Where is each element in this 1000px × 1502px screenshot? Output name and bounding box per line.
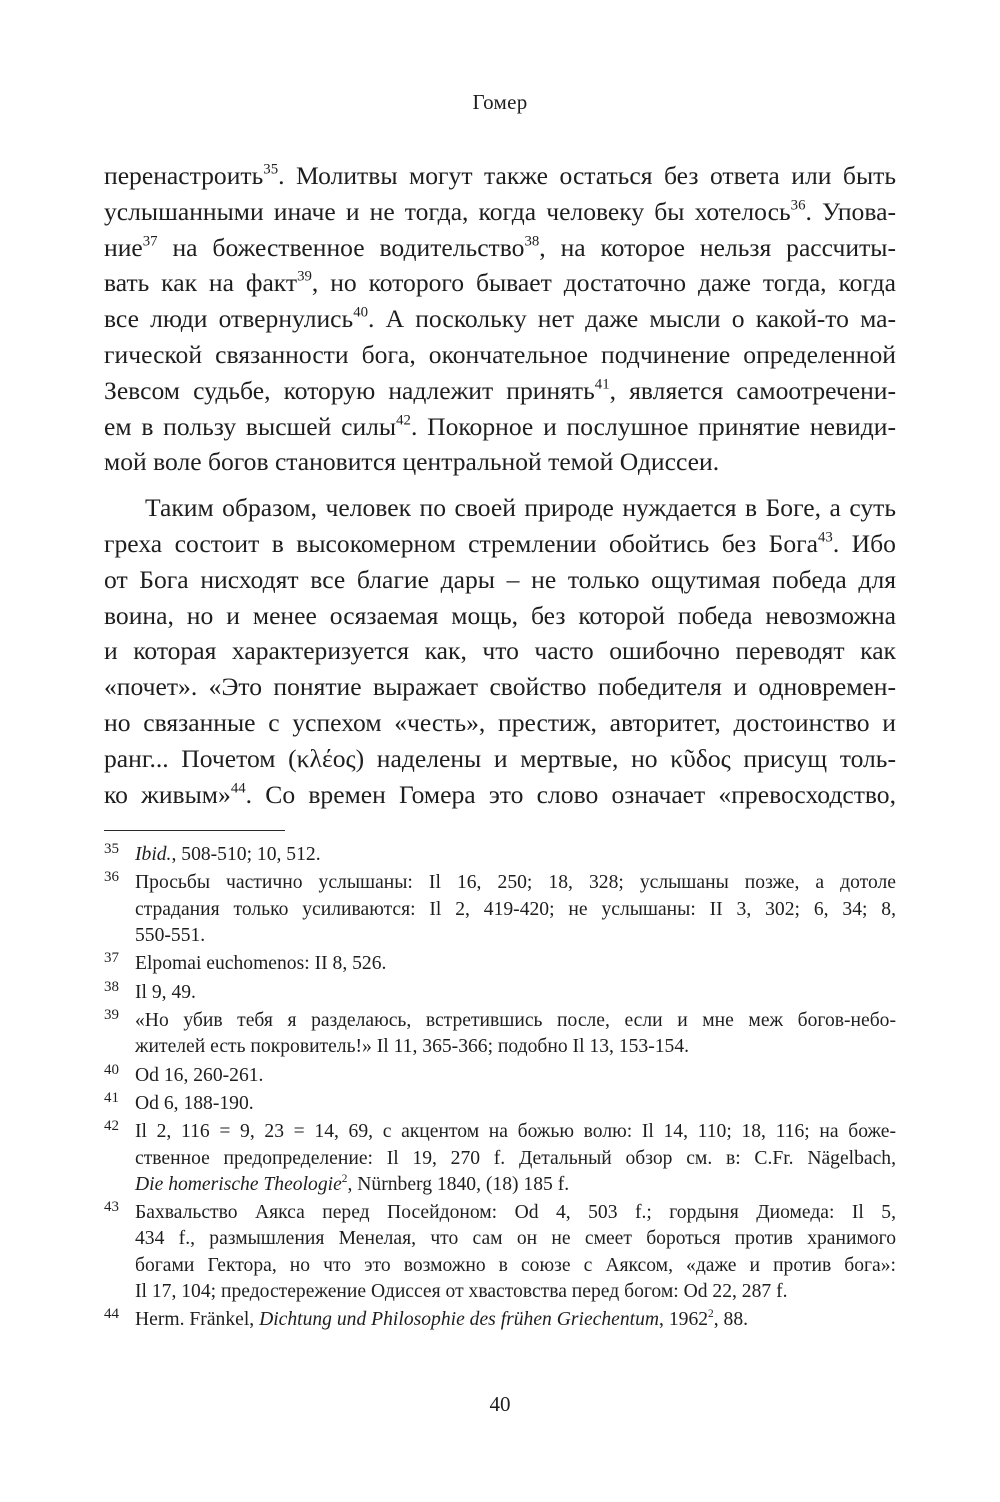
footnote-number: 37 bbox=[104, 950, 119, 967]
footnote-line: Od 6, 188-190. bbox=[135, 1092, 254, 1114]
footnote-number: 43 bbox=[104, 1199, 119, 1216]
footnote bbox=[104, 1307, 896, 1333]
page-number: 40 bbox=[489, 1392, 511, 1416]
text-line: перенастроить$^{35}$. Молитвы могут также остаться без ответа или быть bbox=[104, 161, 896, 190]
footnote-ref: 38 bbox=[524, 232, 540, 249]
italic-text: Ibid. bbox=[135, 844, 172, 865]
footnote bbox=[104, 842, 896, 868]
text-line: «почет». «Это понятие выражает свойство победителя и одновремен- bbox=[104, 672, 896, 702]
footnote bbox=[104, 1063, 896, 1089]
footnote-line: «Но убив тебя я разделаюсь, встретившись после, если и мне меж богов-небо- bbox=[135, 1009, 896, 1031]
footnote-line: Il 17, 104; предостережение Одиссея от хвастовства перед богом: Od 22, 287 f. bbox=[135, 1280, 788, 1302]
running-head: Гомер bbox=[472, 90, 528, 114]
footnote-ref: 41 bbox=[594, 376, 610, 393]
footnote bbox=[104, 1008, 896, 1060]
text-line: все люди отвернулись$^{40}$. А поскольку нет даже мысли о какой-то ма- bbox=[104, 304, 896, 334]
footnote bbox=[104, 1200, 896, 1305]
footnote-line: Il 9, 49. bbox=[135, 981, 196, 1003]
footnote-ref: 35 bbox=[263, 161, 279, 178]
footnote-ref: 44 bbox=[230, 779, 246, 796]
footnote-number: 39 bbox=[104, 1006, 119, 1023]
footnote-line: 434 f., размышления Менелая, что сам он не смеет бороться против хранимого bbox=[135, 1228, 896, 1250]
footnote bbox=[104, 1091, 896, 1117]
footnote-number: 41 bbox=[104, 1089, 119, 1106]
text-line: ко живым»$^{44}$. Со времен Гомера это слово означает «превосходство, bbox=[104, 779, 897, 809]
footnote-line: богами Гектора, но что это возможно в союзе с Аяксом, «даже и против бога»: bbox=[135, 1254, 896, 1276]
footnote-ref: 2 bbox=[708, 1307, 714, 1320]
text-line: ем в пользу высшей силы$^{42}$. Покорное и послушное принятие невиди- bbox=[104, 411, 896, 441]
footnote-ref: 39 bbox=[297, 268, 312, 285]
footnote-ref: 37 bbox=[142, 232, 158, 249]
footnote-line: Herm. Fränkel, Dichtung und Philosophie des frühen Griechentum, 1962$^2$, 88. bbox=[135, 1307, 749, 1331]
footnote-ref: 2 bbox=[341, 1172, 348, 1185]
main-text bbox=[104, 158, 896, 812]
text-line: и которая характеризуется как, что часто ошибочно переводят как bbox=[104, 636, 896, 666]
footnote-ref: 43 bbox=[818, 529, 833, 546]
footnote-number: 42 bbox=[104, 1118, 119, 1135]
text-line: услышанными иначе и не тогда, когда человеку бы хотелось$^{36}$. Упова- bbox=[104, 196, 896, 226]
footnote-line: страдания только усиливаются: Il 2, 419-420; не услышаны: II 3, 302; 6, 34; 8, bbox=[135, 898, 896, 920]
text-line: Таким образом, человек по своей природе нуждается в Боге, а суть bbox=[145, 493, 896, 523]
footnote-number: 40 bbox=[104, 1061, 119, 1078]
footnote-line: Il 2, 116 = 9, 23 = 14, 69, с акцентом на божью волю: Il 14, 110; 18, 116; на боже- bbox=[135, 1121, 896, 1143]
footnote bbox=[104, 951, 896, 977]
footnote bbox=[104, 870, 896, 949]
footnote-line: Die homerische Theologie$^2$, Nürnberg 1840, (18) 185 f. bbox=[135, 1172, 570, 1195]
text-line: вать как на факт$^{39}$, но которого бывает достаточно даже тогда, когда bbox=[104, 268, 896, 298]
footnote bbox=[104, 1119, 896, 1198]
text-line: ранг... Почетом (κλέος) наделены и мертвые, но κῦδος присущ толь- bbox=[104, 743, 896, 773]
text-line: гической связанности бога, окончательное подчинение определенной bbox=[104, 339, 896, 369]
footnote-number: 44 bbox=[104, 1306, 119, 1323]
text-line: Зевсом судьбе, которую надлежит принять$^{41}$, является самоотречени- bbox=[104, 375, 896, 405]
footnote bbox=[104, 980, 896, 1006]
footnote-line: Elpomai euchomenos: II 8, 526. bbox=[135, 953, 387, 975]
footnote-line: Просьбы частично услышаны: Il 16, 250; 18, 328; услышаны позже, а дотоле bbox=[135, 872, 896, 894]
footnote-rule bbox=[104, 830, 285, 831]
text-line: ние$^{37}$ на божественное водительство$^{38}$, на которое нельзя рассчиты- bbox=[104, 232, 896, 262]
footnote-ref: 42 bbox=[396, 411, 411, 428]
footnote-line: Ibid., 508-510; 10, 512. bbox=[135, 844, 321, 865]
italic-text: Dichtung und Philosophie des frühen Griechentum bbox=[259, 1309, 660, 1331]
footnote-ref: 40 bbox=[353, 304, 369, 321]
footnote-line: 550-551. bbox=[135, 924, 206, 946]
footnote-number: 35 bbox=[104, 841, 119, 857]
footnotes bbox=[104, 842, 896, 1336]
italic-text: Die homerische Theologie bbox=[135, 1173, 342, 1195]
text-line: греха состоит в высокомерном стремлении обойтись без Бога$^{43}$. Ибо bbox=[104, 528, 896, 558]
footnote-number: 36 bbox=[104, 869, 119, 886]
footnote-line: Od 16, 260-261. bbox=[135, 1064, 264, 1086]
footnote-line: жителей есть покровитель!» Il 11, 365-366; подобно Il 13, 153-154. bbox=[135, 1036, 690, 1058]
text-line: но связанные с успехом «честь», престиж, авторитет, достоинство и bbox=[104, 707, 896, 737]
footnote-line: ственное предопределение: Il 19, 270 f. Детальный обзор см. в: C.Fr. Nägelbach, bbox=[135, 1147, 896, 1169]
text-line: воина, но и менее осязаемая мощь, без которой победа невозможна bbox=[104, 600, 896, 630]
text-line: от Бога нисходят все благие дары – не только ощутимая победа для bbox=[104, 564, 896, 594]
footnote-number: 38 bbox=[104, 978, 119, 995]
text-line: мой воле богов становится центральной темой Одиссеи. bbox=[104, 447, 720, 477]
footnote-line: Бахвальство Аякса перед Посейдоном: Od 4, 503 f.; гордыня Диомеда: Il 5, bbox=[135, 1202, 896, 1224]
footnote-ref: 36 bbox=[790, 197, 806, 214]
